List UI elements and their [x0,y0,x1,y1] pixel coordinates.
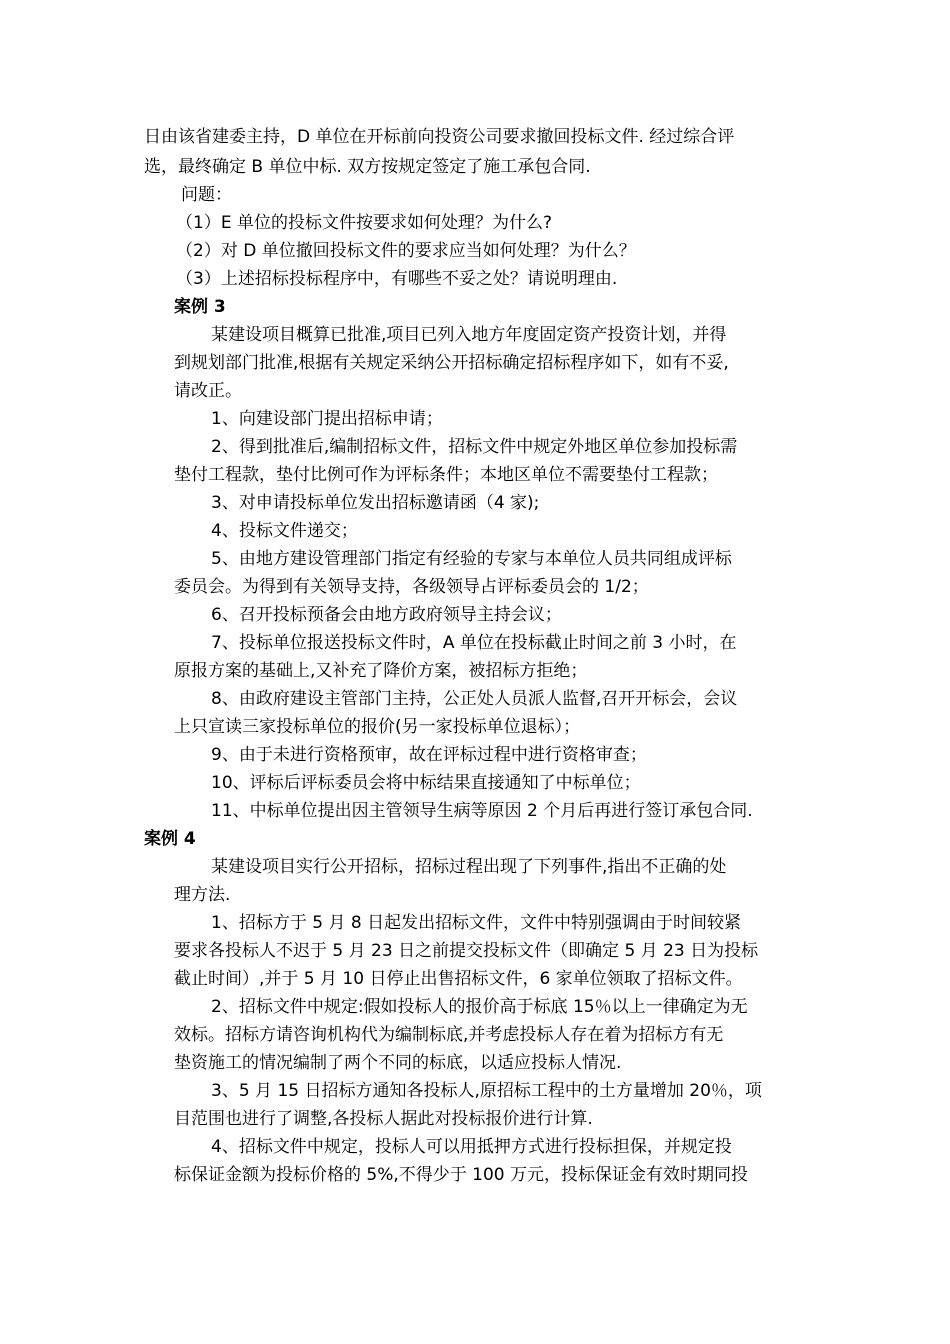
list-item: 7、投标单位报送投标文件时，A 单位在投标截止时间之前 3 小时，在 [211,633,737,653]
list-item: 8、由政府建设主管部门主持，公正处人员派人监督,召开开标会，会议 [211,689,738,709]
list-item: 5、由地方建设管理部门指定有经验的专家与本单位人员共同组成评标 [211,549,732,569]
list-item-continuation: 委员会。为得到有关领导支持，各级领导占评标委员会的 1/2； [174,577,649,597]
list-item-continuation: 截止时间）,并于 5 月 10 日停止出售招标文件，6 家单位领取了招标文件。 [174,969,743,989]
list-item-continuation: 标保证金额为投标价格的 5%,不得少于 100 万元，投标保证金有效时期同投 [174,1165,749,1185]
paragraph-line: 请改正。 [174,381,242,401]
paragraph-line: 选，最终确定 B 单位中标. 双方按规定签定了施工承包合同. [144,157,591,177]
list-item: 3、对申请投标单位发出招标邀请函（4 家); [211,493,540,513]
list-item-continuation: 效标。招标方请咨询机构代为编制标底,并考虑投标人存在着为招标方有无 [174,1025,724,1045]
list-item: 4、投标文件递交； [211,521,358,541]
list-item-continuation: 垫付工程款，垫付比例可作为评标条件；本地区单位不需要垫付工程款； [174,465,718,485]
list-item: 3、5 月 15 日招标方通知各投标人,原招标工程中的土方量增加 20％，项 [211,1081,762,1101]
list-item-continuation: 垫资施工的情况编制了两个不同的标底，以适应投标人情况. [174,1053,622,1073]
case-4-heading: 案例 4 [144,829,196,849]
paragraph-line: 某建设项目概算已批准,项目已列入地方年度固定资产投资计划，并得 [211,325,727,345]
list-item: 11、中标单位提出因主管领导生病等原因 2 个月后再进行签订承包合同. [211,801,753,821]
list-item: 1、招标方于 5 月 8 日起发出招标文件，文件中特别强调由于时间较紧 [211,913,742,933]
list-item: 1、向建设部门提出招标申请； [211,409,443,429]
list-item: 10、评标后评标委员会将中标结果直接通知了中标单位； [211,773,641,793]
list-item: 2、得到批准后,编制招标文件，招标文件中规定外地区单位参加投标需 [211,437,738,457]
list-item: 9、由于未进行资格预审，故在评标过程中进行资格审查； [211,745,647,765]
question-1: （1）E 单位的投标文件按要求如何处理？为什么? [176,213,552,233]
question-3: （3）上述招标投标程序中，有哪些不妥之处？请说明理由. [176,269,618,289]
paragraph-line: 到规划部门批准,根据有关规定采纳公开招标确定招标程序如下，如有不妥, [174,353,729,373]
question-2: （2）对 D 单位撤回投标文件的要求应当如何处理？为什么？ [176,241,636,261]
list-item-continuation: 要求各投标人不迟于 5 月 23 日之前提交投标文件（即确定 5 月 23 日为投标 [174,941,759,961]
paragraph-line: 理方法. [174,885,231,905]
paragraph-line: 某建设项目实行公开招标，招标过程出现了下列事件,指出不正确的处 [211,857,727,877]
paragraph-line: 日由该省建委主持，D 单位在开标前向投资公司要求撤回投标文件. 经过综合评 [144,127,735,147]
list-item: 4、招标文件中规定，投标人可以用抵押方式进行投标担保，并规定投 [211,1137,732,1157]
case-3-heading: 案例 3 [174,297,226,317]
list-item-continuation: 原报方案的基础上,又补充了降价方案，被招标方拒绝； [174,661,588,681]
list-item: 2、招标文件中规定:假如投标人的报价高于标底 15％以上一律确定为无 [211,997,748,1017]
list-item-continuation: 目范围也进行了调整,各投标人据此对投标报价进行计算. [174,1109,593,1129]
list-item-continuation: 上只宣读三家投标单位的报价(另一家投标单位退标）； [174,717,581,737]
questions-label: 问题： [181,185,232,205]
list-item: 6、召开投标预备会由地方政府领导主持会议； [211,605,562,625]
